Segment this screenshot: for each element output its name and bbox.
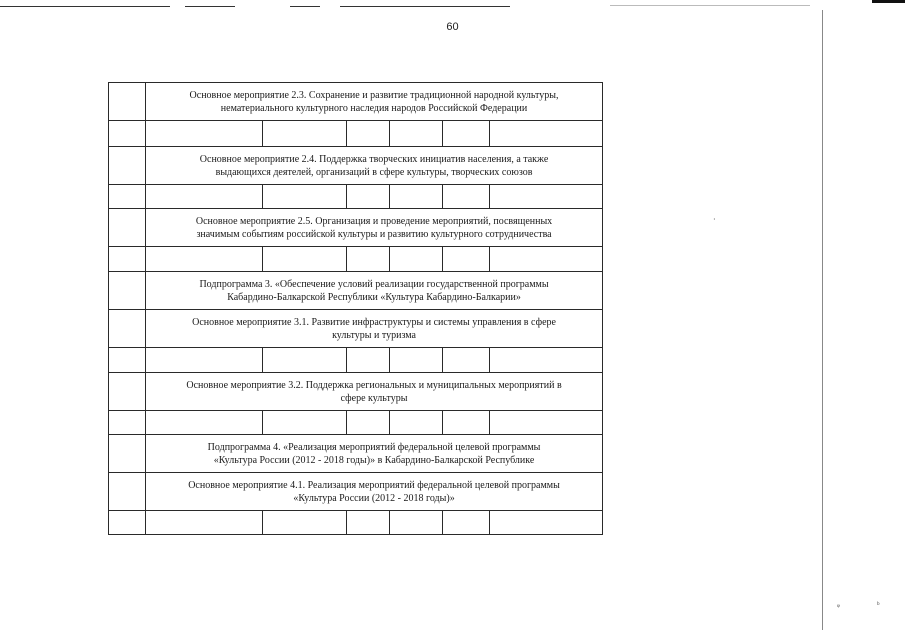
table-cell-number: [109, 83, 146, 121]
table-cell-empty: [443, 511, 490, 535]
table-cell-empty: [443, 348, 490, 373]
heading-line-1: Основное мероприятие 2.3. Сохранение и развитие традиционной народной культуры,: [189, 89, 559, 101]
table-cell-empty: [109, 121, 146, 147]
program-activities-table: [108, 82, 603, 535]
section-heading-cell: [146, 310, 603, 348]
table-cell-number: [109, 147, 146, 185]
table-cell-empty: [146, 411, 263, 435]
heading-line-2: «Культура России (2012 - 2018 годы)»: [293, 492, 455, 504]
table-cell-empty: [443, 121, 490, 147]
table-empty-row: [109, 121, 603, 147]
heading-line-2: «Культура России (2012 - 2018 годы)» в Кабардино-Балкарской Республике: [213, 454, 535, 466]
table-section-heading-row: [109, 272, 603, 310]
table-cell-number: [109, 473, 146, 511]
table-cell-empty: [390, 348, 443, 373]
table-section-heading-row: [109, 209, 603, 247]
section-heading-cell: [146, 435, 603, 473]
heading-line-2: Кабардино-Балкарской Республики «Культура Кабардино-Балкарии»: [227, 291, 521, 303]
table-cell-empty: [390, 511, 443, 535]
table-cell-empty: [443, 411, 490, 435]
table-cell-empty: [263, 411, 347, 435]
table-section-heading-row: [109, 310, 603, 348]
table-cell-empty: [390, 185, 443, 209]
table-cell-empty: [490, 247, 603, 272]
table-cell-empty: [109, 348, 146, 373]
table-section-heading-row: [109, 147, 603, 185]
table-cell-number: [109, 310, 146, 348]
table-empty-row: [109, 348, 603, 373]
heading-line-1: Подпрограмма 3. «Обеспечение условий реализации государственной программы: [199, 278, 549, 290]
heading-line-2: культуры и туризма: [332, 329, 416, 341]
table-cell-number: [109, 209, 146, 247]
table-cell-empty: [109, 511, 146, 535]
table-cell-empty: [263, 121, 347, 147]
table-empty-row: [109, 411, 603, 435]
table-cell-number: [109, 272, 146, 310]
table-cell-empty: [390, 121, 443, 147]
scan-artifact-top-right: [340, 6, 510, 7]
heading-line-1: Основное мероприятие 2.4. Поддержка творческих инициатив населения, а также: [199, 153, 549, 165]
scan-artifact-corner: [872, 0, 905, 3]
table-cell-empty: [109, 185, 146, 209]
table-cell-empty: [146, 511, 263, 535]
table-cell-empty: [443, 247, 490, 272]
table-cell-empty: [263, 247, 347, 272]
page-number: 60: [446, 21, 459, 33]
scan-artifact-top-far-right: [610, 5, 810, 6]
scan-artifact-vertical: [822, 10, 823, 630]
scan-speck-3: ·: [713, 215, 716, 224]
section-heading-cell: [146, 272, 603, 310]
table-cell-empty: [263, 511, 347, 535]
section-heading-cell: [146, 473, 603, 511]
table-empty-row: [109, 185, 603, 209]
scan-speck-1: ᵠ: [837, 602, 840, 611]
section-heading-cell: [146, 147, 603, 185]
scan-artifact-top-left: [0, 6, 170, 7]
section-heading-cell: [146, 83, 603, 121]
scan-artifact-top-mid: [185, 6, 235, 7]
table-cell-empty: [347, 185, 390, 209]
heading-line-2: выдающихся деятелей, организаций в сфере культуры, творческих союзов: [215, 166, 533, 178]
table-cell-number: [109, 435, 146, 473]
scan-speck-2: ᵇ: [877, 600, 880, 609]
heading-line-2: значимым событиям российской культуры и развитию культурного сотрудничества: [196, 228, 552, 240]
table-cell-empty: [109, 247, 146, 272]
table-cell-empty: [347, 121, 390, 147]
heading-line-1: Основное мероприятие 3.1. Развитие инфраструктуры и системы управления в сфере: [192, 316, 556, 328]
table-empty-row: [109, 247, 603, 272]
table-empty-row: [109, 511, 603, 535]
table-cell-empty: [146, 185, 263, 209]
section-heading-cell: [146, 373, 603, 411]
table-cell-empty: [263, 185, 347, 209]
table-cell-empty: [490, 411, 603, 435]
table-cell-number: [109, 373, 146, 411]
table-cell-empty: [443, 185, 490, 209]
table-cell-empty: [146, 247, 263, 272]
table-cell-empty: [490, 511, 603, 535]
table-cell-empty: [146, 348, 263, 373]
table-cell-empty: [390, 247, 443, 272]
heading-line-1: Основное мероприятие 3.2. Поддержка региональных и муниципальных мероприятий в: [186, 379, 562, 391]
table-cell-empty: [347, 511, 390, 535]
table-section-heading-row: [109, 435, 603, 473]
heading-line-1: Основное мероприятие 4.1. Реализация мероприятий федеральной целевой программы: [188, 479, 560, 491]
heading-line-1: Основное мероприятие 2.5. Организация и проведение мероприятий, посвященных: [195, 215, 553, 227]
section-heading-cell: [146, 209, 603, 247]
table-section-heading-row: [109, 473, 603, 511]
table-section-heading-row: [109, 373, 603, 411]
table-cell-empty: [490, 121, 603, 147]
heading-line-2: нематериального культурного наследия народов Российской Федерации: [220, 102, 528, 114]
heading-line-2: сфере культуры: [340, 392, 408, 404]
heading-line-1: Подпрограмма 4. «Реализация мероприятий федеральной целевой программы: [207, 441, 541, 453]
scan-artifact-top-mid2: [290, 6, 320, 7]
table-cell-empty: [347, 348, 390, 373]
table-cell-empty: [490, 185, 603, 209]
table-cell-empty: [347, 411, 390, 435]
table-section-heading-row: [109, 83, 603, 121]
table-cell-empty: [390, 411, 443, 435]
table-cell-empty: [490, 348, 603, 373]
table-cell-empty: [263, 348, 347, 373]
table-cell-empty: [109, 411, 146, 435]
table-cell-empty: [146, 121, 263, 147]
table-cell-empty: [347, 247, 390, 272]
